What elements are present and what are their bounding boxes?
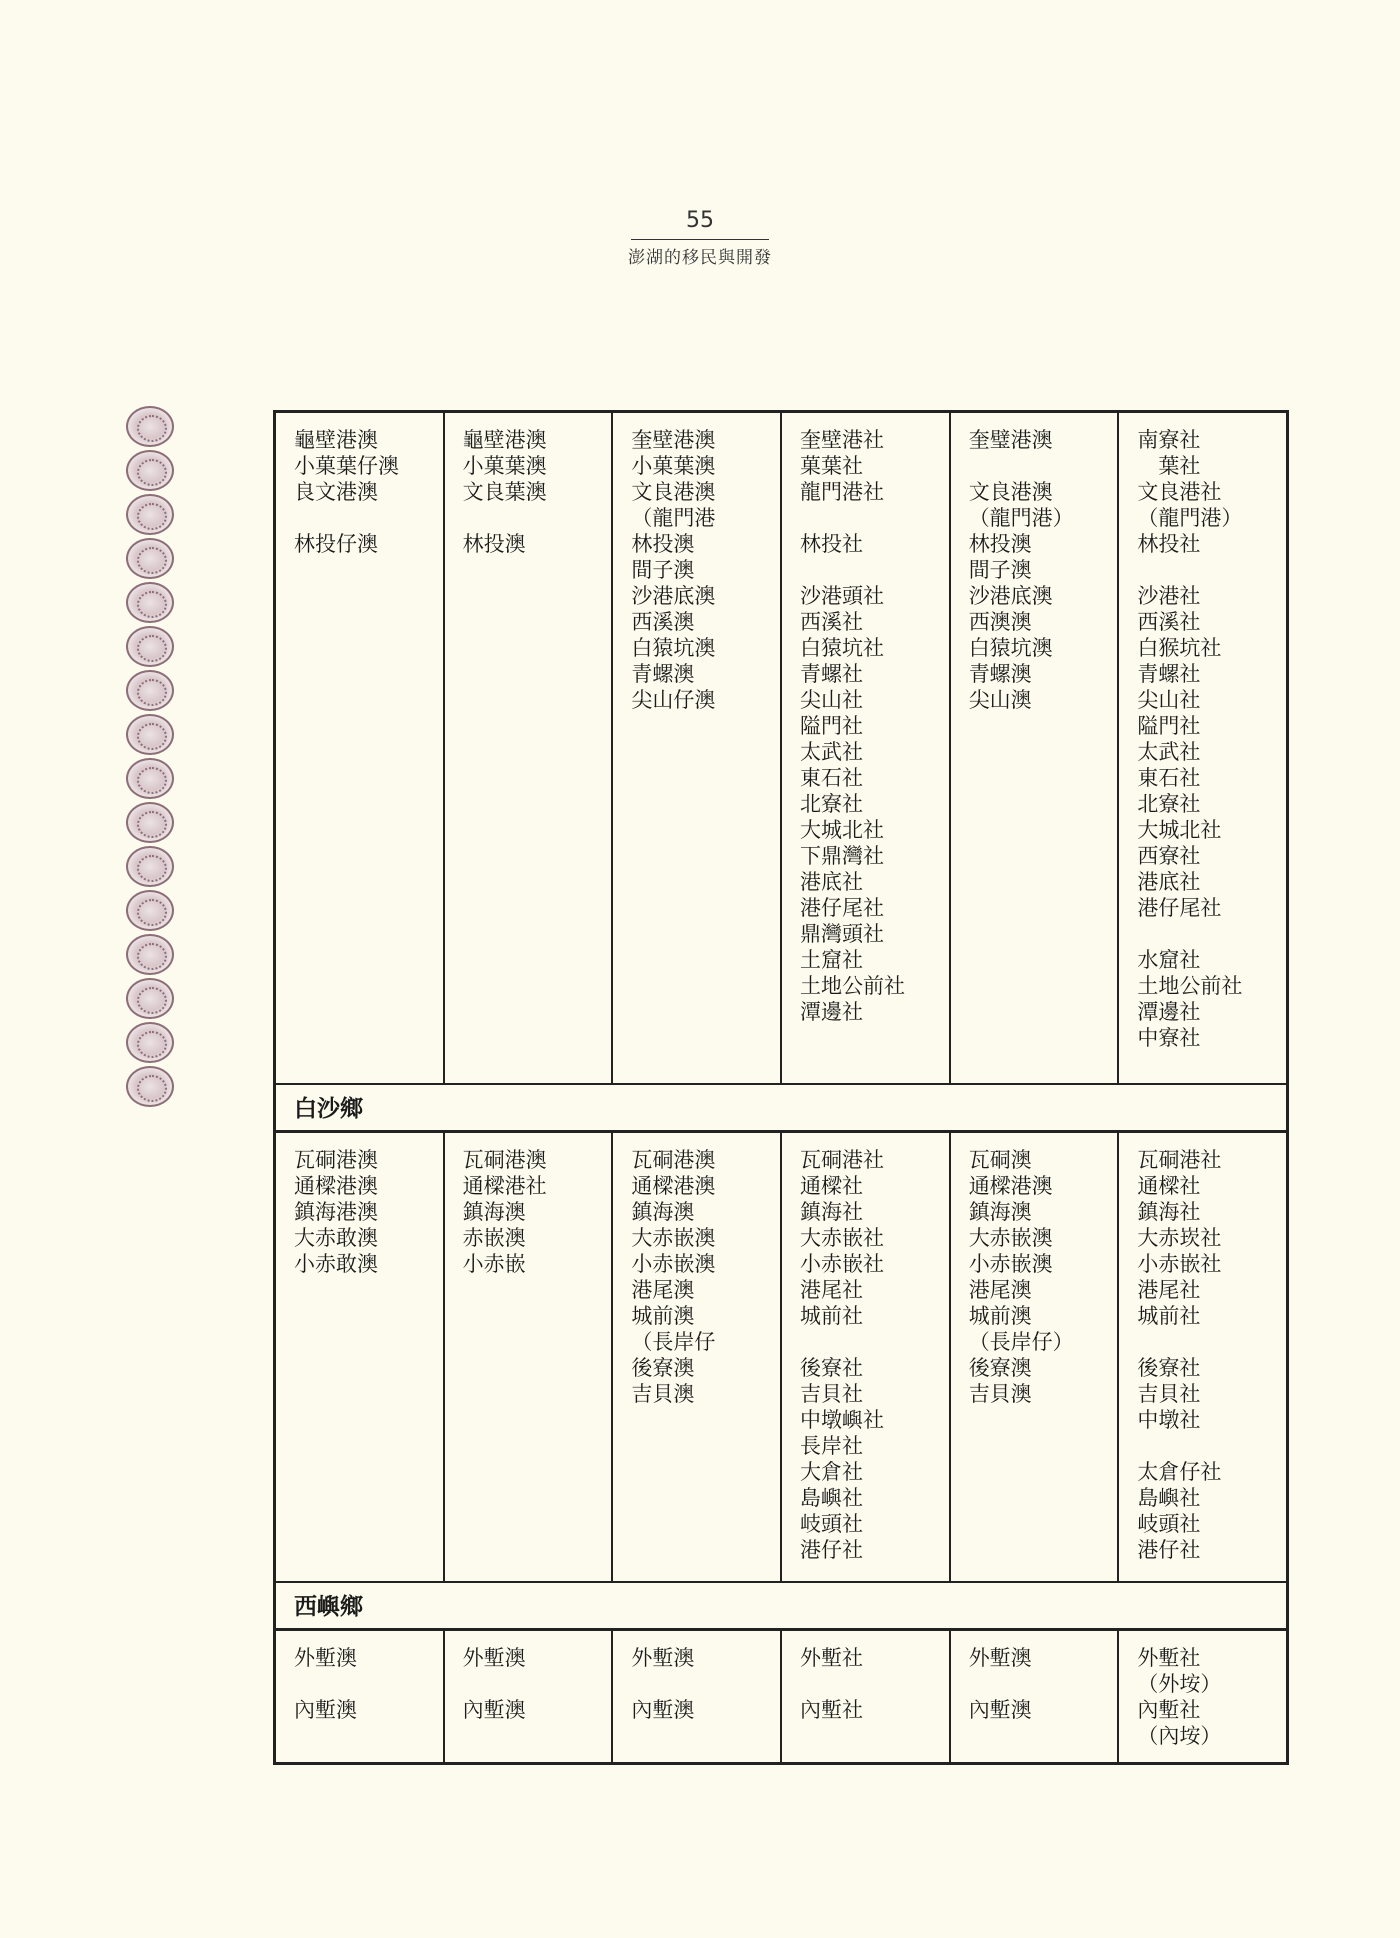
place-name: 城前澳: [968, 1304, 1032, 1328]
place-name: 東石社: [800, 766, 864, 790]
place-name: 通樑港澳: [631, 1174, 716, 1198]
place-name: 林投社: [1137, 532, 1201, 556]
table-cell: [613, 1133, 782, 1581]
place-name: 吉貝社: [800, 1382, 864, 1406]
place-name: 內塹澳: [968, 1698, 1032, 1722]
table-cell: [951, 1133, 1120, 1581]
place-name: 東石社: [1137, 766, 1201, 790]
place-name: 外塹澳: [968, 1646, 1032, 1670]
table-cell: [276, 413, 445, 1083]
place-name: [631, 1671, 774, 1697]
place-name: 小赤嵌澳: [968, 1252, 1053, 1276]
place-name: 西溪社: [800, 610, 864, 634]
table-cell: [276, 1631, 445, 1762]
place-name: 林投仔澳: [294, 532, 378, 556]
place-name: 隘門社: [1137, 714, 1201, 738]
place-name: 西寮社: [1137, 844, 1201, 868]
place-name: 白猿坑社: [800, 636, 885, 660]
place-name: 小赤嵌: [462, 1252, 526, 1276]
place-name: 良文港澳: [294, 480, 378, 504]
seal-icon: [126, 714, 174, 755]
table-cell: [782, 1631, 951, 1762]
place-name: 瓦硐港社: [1137, 1148, 1222, 1172]
place-name: 林投澳: [968, 532, 1032, 556]
place-name: 文良港澳: [631, 480, 716, 504]
place-name: 北寮社: [800, 792, 864, 816]
table-cell: [951, 413, 1120, 1083]
place-name: 林投社: [800, 532, 864, 556]
place-name: 赤嵌澳: [462, 1226, 526, 1250]
table-cell: [1119, 413, 1286, 1083]
place-name: 內塹澳: [462, 1698, 526, 1722]
place-name: 菓葉社: [800, 454, 864, 478]
place-name: 土地公前社: [800, 974, 906, 998]
place-name: 大赤崁社: [1137, 1226, 1222, 1250]
seal-icon: [126, 670, 174, 711]
place-name: 龜壁港澳: [294, 428, 378, 452]
place-name: [294, 505, 437, 531]
place-name: 後寮社: [800, 1356, 864, 1380]
place-name: 大赤嵌社: [800, 1226, 885, 1250]
place-name: 中墩嶼社: [800, 1408, 885, 1432]
place-name: 潭邊社: [800, 1000, 864, 1024]
place-name: 瓦硐港澳: [462, 1148, 547, 1172]
place-name: 城前社: [1137, 1304, 1201, 1328]
page-number: 55: [686, 208, 714, 233]
place-name: 外塹澳: [631, 1646, 695, 1670]
place-name: 外塹社: [1137, 1646, 1201, 1670]
seal-icon: [126, 890, 174, 931]
place-name: 中墩社: [1137, 1408, 1201, 1432]
place-name: 太武社: [1137, 740, 1201, 764]
place-name: 城前澳: [631, 1304, 695, 1328]
place-name: 青螺澳: [968, 662, 1032, 686]
place-name: 鎮海澳: [462, 1200, 526, 1224]
place-name: 水窟社: [1137, 948, 1201, 972]
place-name: 通樑港澳: [968, 1174, 1053, 1198]
place-name: 港尾社: [1137, 1278, 1201, 1302]
place-name: 岐頭社: [1137, 1512, 1201, 1536]
place-name: 潭邊社: [1137, 1000, 1201, 1024]
place-name: 內塹社: [1137, 1698, 1201, 1722]
place-name: [1137, 1329, 1280, 1355]
place-name: 通樑港社: [462, 1174, 547, 1198]
place-name: 小菓葉澳: [631, 454, 716, 478]
page-header: [600, 206, 800, 269]
place-name: 大赤嵌澳: [631, 1226, 716, 1250]
place-name: 西溪澳: [631, 610, 695, 634]
seal-icon: [126, 538, 174, 579]
place-name: 通樑港澳: [294, 1174, 378, 1198]
place-name: [463, 1671, 606, 1697]
header-divider: [631, 239, 769, 240]
table-cell: [1119, 1133, 1286, 1581]
table-cell: [613, 413, 782, 1083]
place-name: 葉社: [1137, 454, 1201, 478]
seal-icon: [126, 406, 174, 447]
place-name: 奎壁港社: [800, 428, 885, 452]
place-name: [800, 505, 943, 531]
place-name: 沙港底澳: [631, 584, 716, 608]
place-name: 龜壁港澳: [462, 428, 547, 452]
place-name: 外塹澳: [462, 1646, 526, 1670]
place-name: 吉貝社: [1137, 1382, 1201, 1406]
place-name: 港底社: [800, 870, 864, 894]
place-name: 尖山澳: [968, 688, 1032, 712]
place-name: 太倉仔社: [1137, 1460, 1222, 1484]
place-name-table: [273, 410, 1289, 1765]
table-cell: [951, 1631, 1120, 1762]
place-name: 沙港社: [1137, 584, 1201, 608]
place-name: 鎮海港澳: [294, 1200, 378, 1224]
place-name: 大赤嵌澳: [968, 1226, 1053, 1250]
seal-icon: [126, 450, 174, 491]
place-name: [463, 505, 606, 531]
table-cell: [1119, 1631, 1286, 1762]
table-cell: [445, 1133, 614, 1581]
place-name: 通樑社: [1137, 1174, 1201, 1198]
place-name: 南寮社: [1137, 428, 1201, 452]
place-name: 尖山社: [800, 688, 864, 712]
place-name: 大城北社: [1137, 818, 1222, 842]
place-name: 城前社: [800, 1304, 864, 1328]
place-name: 文良港澳: [968, 480, 1053, 504]
place-name: 文良港社: [1137, 480, 1222, 504]
place-name: 白猿坑澳: [968, 636, 1053, 660]
place-name: 港仔社: [1137, 1538, 1201, 1562]
place-name: 岐頭社: [800, 1512, 864, 1536]
place-name: （龍門港: [631, 506, 716, 530]
place-name: [969, 453, 1112, 479]
seal-icon: [126, 758, 174, 799]
place-name: 吉貝澳: [968, 1382, 1032, 1406]
place-name: 林投澳: [631, 532, 695, 556]
place-name: 港尾社: [800, 1278, 864, 1302]
place-name: [1137, 1433, 1280, 1459]
place-name: 西溪社: [1137, 610, 1201, 634]
place-name: 小赤敢澳: [294, 1252, 378, 1276]
place-name: 土窟社: [800, 948, 864, 972]
place-name: 小赤嵌社: [800, 1252, 885, 1276]
place-name: （內垵）: [1137, 1724, 1222, 1748]
place-name: 島嶼社: [800, 1486, 864, 1510]
place-name: 島嶼社: [1137, 1486, 1201, 1510]
seal-icon: [126, 626, 174, 667]
place-name: 內塹澳: [294, 1698, 357, 1722]
place-name: 太武社: [800, 740, 864, 764]
place-name: 港仔尾社: [800, 896, 885, 920]
place-name: 大城北社: [800, 818, 885, 842]
place-name: 鎮海澳: [968, 1200, 1032, 1224]
seal-icon: [126, 1022, 174, 1063]
seal-icon: [126, 582, 174, 623]
place-name: 港尾澳: [968, 1278, 1032, 1302]
place-name: 內塹社: [800, 1698, 864, 1722]
table-cell: [613, 1631, 782, 1762]
place-name: （長岸仔）: [968, 1330, 1074, 1354]
place-name: 尖山社: [1137, 688, 1201, 712]
place-name: 奎壁港澳: [631, 428, 716, 452]
place-name: 後寮澳: [968, 1356, 1032, 1380]
table-cell: [782, 413, 951, 1083]
place-name: [800, 1671, 943, 1697]
place-name: 小菓葉仔澳: [294, 454, 399, 478]
place-name: 西澳澳: [968, 610, 1032, 634]
place-name: 吉貝澳: [631, 1382, 695, 1406]
place-name: 小赤嵌澳: [631, 1252, 716, 1276]
place-name: [800, 1329, 943, 1355]
place-name: 小赤嵌社: [1137, 1252, 1222, 1276]
book-title: 澎湖的移民與開發: [628, 248, 772, 268]
place-name: [294, 1671, 437, 1697]
place-name: 後寮社: [1137, 1356, 1201, 1380]
place-name: 白猿坑澳: [631, 636, 716, 660]
table-row: [276, 1631, 1286, 1762]
section-header-xiyu: 西嶼鄉: [276, 1583, 1286, 1631]
place-name: （龍門港）: [968, 506, 1074, 530]
place-name: 通樑社: [800, 1174, 864, 1198]
place-name: 鼎灣頭社: [800, 922, 885, 946]
seal-icon: [126, 846, 174, 887]
seal-icon: [126, 494, 174, 535]
place-name: 瓦硐港澳: [631, 1148, 716, 1172]
place-name: 瓦硐港澳: [294, 1148, 378, 1172]
place-name: 沙港頭社: [800, 584, 885, 608]
seal-icon: [126, 802, 174, 843]
place-name: 文良葉澳: [462, 480, 547, 504]
table-cell: [276, 1133, 445, 1581]
seal-icon: [126, 978, 174, 1019]
seal-icon: [126, 934, 174, 975]
place-name: 大赤敢澳: [294, 1226, 378, 1250]
place-name: 北寮社: [1137, 792, 1201, 816]
place-name: 下鼎灣社: [800, 844, 885, 868]
place-name: 港尾澳: [631, 1278, 695, 1302]
place-name: 鎮海澳: [631, 1200, 695, 1224]
place-name: 外塹社: [800, 1646, 864, 1670]
place-name: （龍門港）: [1137, 506, 1243, 530]
place-name: 大倉社: [800, 1460, 864, 1484]
place-name: 間子澳: [631, 558, 695, 582]
place-name: [1137, 557, 1280, 583]
table-row: [276, 413, 1286, 1085]
place-name: 港仔尾社: [1137, 896, 1222, 920]
place-name: 鎮海社: [800, 1200, 864, 1224]
place-name: 青螺社: [1137, 662, 1201, 686]
table-cell: [782, 1133, 951, 1581]
place-name: 沙港底澳: [968, 584, 1053, 608]
place-name: 瓦硐澳: [968, 1148, 1032, 1172]
place-name: 長岸社: [800, 1434, 864, 1458]
place-name: 龍門港社: [800, 480, 885, 504]
section-header-baisha: 白沙鄉: [276, 1085, 1286, 1133]
place-name: 小菓葉澳: [462, 454, 547, 478]
place-name: [800, 557, 943, 583]
place-name: 港底社: [1137, 870, 1201, 894]
table-cell: [445, 1631, 614, 1762]
table-row: [276, 1133, 1286, 1583]
place-name: 瓦硐港社: [800, 1148, 885, 1172]
place-name: 尖山仔澳: [631, 688, 716, 712]
place-name: （外垵）: [1137, 1672, 1222, 1696]
place-name: 白猴坑社: [1137, 636, 1222, 660]
place-name: 奎璧港澳: [968, 428, 1053, 452]
seal-icon: [126, 1066, 174, 1107]
place-name: 青螺社: [800, 662, 864, 686]
place-name: [1137, 921, 1280, 947]
place-name: 土地公前社: [1137, 974, 1243, 998]
place-name: 青螺澳: [631, 662, 695, 686]
place-name: 中寮社: [1137, 1026, 1201, 1050]
place-name: 隘門社: [800, 714, 864, 738]
place-name: 外塹澳: [294, 1646, 357, 1670]
decorative-seal-column: [126, 406, 176, 1107]
place-name: 間子澳: [968, 558, 1032, 582]
place-name: 鎮海社: [1137, 1200, 1201, 1224]
place-name: 後寮澳: [631, 1356, 695, 1380]
table-cell: [445, 413, 614, 1083]
place-name: 港仔社: [800, 1538, 864, 1562]
place-name: 林投澳: [462, 532, 526, 556]
place-name: （長岸仔: [631, 1330, 716, 1354]
place-name: [969, 1671, 1112, 1697]
place-name: 內塹澳: [631, 1698, 695, 1722]
